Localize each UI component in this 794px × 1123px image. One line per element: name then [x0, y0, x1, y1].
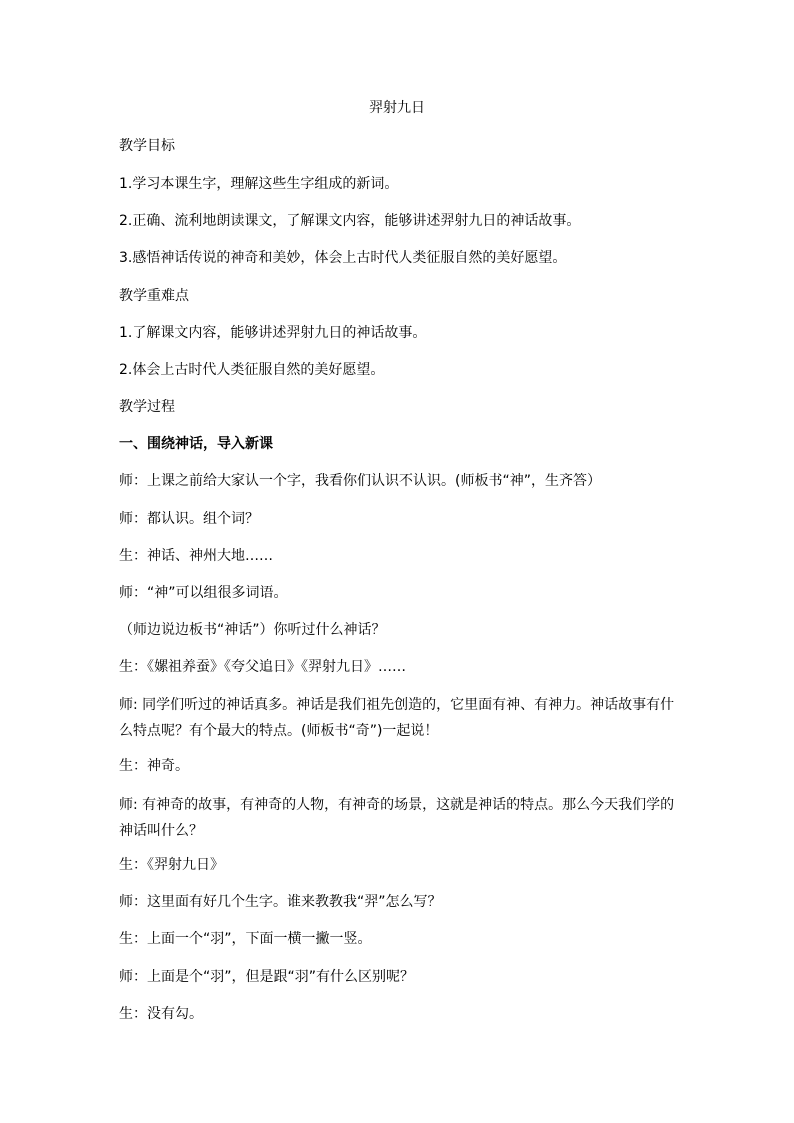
section-heading-process: 教学过程 [119, 399, 175, 415]
paragraph: 2.体会上古时代人类征服自然的美好愿望。 [119, 362, 385, 378]
section-heading-key-points: 教学重难点 [119, 288, 189, 304]
paragraph: 1.了解课文内容，能够讲述羿射九日的神话故事。 [119, 325, 427, 341]
dialogue-line: 师：都认识。组个词？ [119, 511, 259, 527]
section-heading-objectives: 教学目标 [119, 138, 175, 154]
dialogue-line: 生：没有勾。 [119, 1006, 203, 1022]
dialogue-line: 师：“神”可以组很多词语。 [119, 585, 288, 601]
paragraph: 2.正确、流利地朗读课文，了解课文内容，能够讲述羿射九日的神话故事。 [119, 213, 581, 229]
dialogue-line: 生：上面一个“羽”，下面一横一撇一竖。 [119, 931, 372, 947]
dialogue-line: 生：《嫘祖养蚕》《夸父追日》《羿射九日》…… [119, 659, 406, 675]
dialogue-line: 生：神奇。 [119, 758, 189, 774]
dialogue-line: （师边说边板书“神话”）你听过什么神话？ [119, 622, 386, 638]
dialogue-line: 生：《羿射九日》 [119, 857, 224, 873]
dialogue-line: 师：这里面有好几个生字。谁来教教我“羿”怎么写？ [119, 894, 442, 910]
dialogue-line: 师：上课之前给大家认一个字，我看你们认识不认识。(师板书“神”，生齐答） [119, 473, 601, 489]
dialogue-line: 生：神话、神州大地…… [119, 548, 273, 564]
document-title: 羿射九日 [369, 100, 425, 116]
dialogue-line: 师: 有神奇的故事，有神奇的人物，有神奇的场景，这就是神话的特点。那么今天我们学的神话叫什么？ [119, 797, 675, 839]
paragraph: 3.感悟神话传说的神奇和美妙，体会上古时代人类征服自然的美好愿望。 [119, 250, 567, 266]
subsection-heading: 一、围绕神话，导入新课 [119, 436, 273, 452]
paragraph: 1.学习本课生字，理解这些生字组成的新词。 [119, 176, 399, 192]
dialogue-line: 师：上面是个“羽”，但是跟“羽”有什么区别呢？ [119, 969, 415, 985]
dialogue-line: 师: 同学们听过的神话真多。神话是我们祖先创造的，它里面有神、有神力。神话故事有什么特点呢？有个最大的特点。(师板书“奇”)一起说！ [119, 697, 675, 739]
